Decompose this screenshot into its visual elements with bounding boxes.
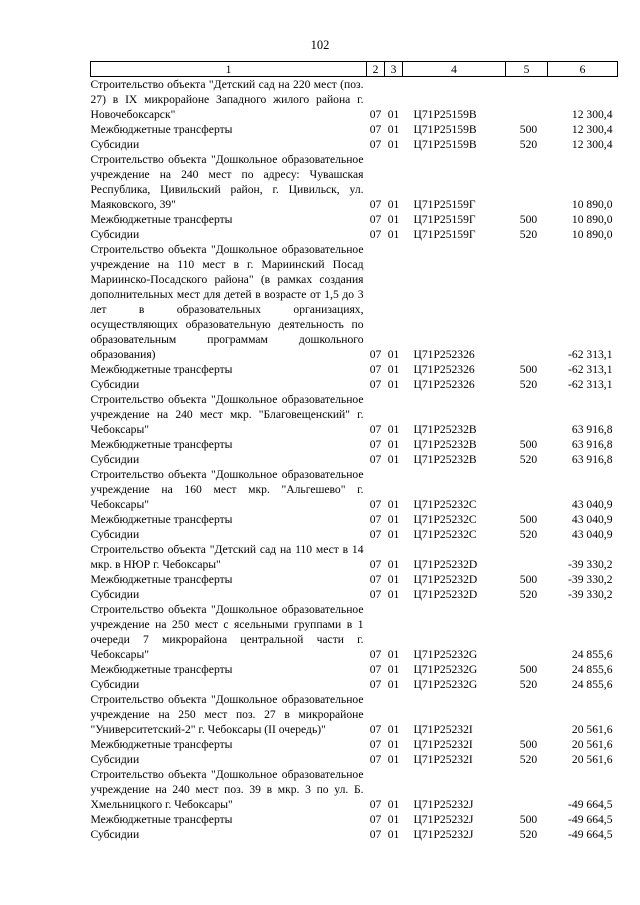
cell-subsection: 01 (387, 663, 400, 676)
page-number: 102 (310, 38, 330, 52)
header-col-name: 1 (91, 62, 367, 77)
cell-subsection: 01 (387, 528, 400, 541)
cell-name: Строительство объекта "Детский сад на 220 мест (поз. 27) в IX микрорайоне Западного жилого района г. Новочебоксарск" (90, 78, 364, 121)
cell-section: 07 (369, 558, 382, 571)
cell-name: Строительство объекта "Дошкольное образовательное учреждение на 160 мест мкр. "Альгешево" г. Чебоксары" (90, 468, 364, 511)
cell-subsection: 01 (387, 378, 400, 391)
cell-target-article: Ц71Р25232I (413, 723, 473, 736)
cell-section: 07 (369, 753, 382, 766)
cell-subsection: 01 (387, 798, 400, 811)
cell-amount: 12 300,4 (571, 108, 613, 121)
cell-target-article: Ц71Р25232D (413, 588, 478, 601)
header-col-target-article: 4 (403, 62, 506, 77)
table-row (91, 467, 618, 512)
cell-amount: -39 330,2 (568, 558, 613, 571)
cell-amount: -39 330,2 (568, 588, 613, 601)
cell-name: Субсидии (90, 138, 140, 151)
cell-amount: 24 855,6 (571, 663, 613, 676)
table-row (91, 737, 618, 752)
cell-section: 07 (369, 213, 382, 226)
cell-expense-type: 520 (519, 138, 538, 151)
cell-subsection: 01 (387, 513, 400, 526)
table-row (91, 827, 618, 842)
cell-subsection: 01 (387, 348, 400, 361)
table-row (91, 122, 618, 137)
cell-amount: -62 313,1 (568, 363, 613, 376)
cell-name: Субсидии (90, 678, 140, 691)
cell-name: Субсидии (90, 528, 140, 541)
cell-target-article: Ц71Р25232J (413, 798, 474, 811)
cell-amount: 63 916,8 (571, 438, 613, 451)
cell-target-article: Ц71Р25232G (413, 678, 478, 691)
cell-section: 07 (369, 828, 382, 841)
header-col-subsection: 3 (385, 62, 403, 77)
cell-amount: 43 040,9 (571, 513, 613, 526)
cell-section: 07 (369, 573, 382, 586)
cell-amount: 63 916,8 (571, 453, 613, 466)
cell-target-article: Ц71Р25159Г (413, 198, 476, 211)
cell-target-article: Ц71Р25232В (413, 423, 477, 436)
table-row (91, 587, 618, 602)
table-row (91, 527, 618, 542)
table-row (91, 572, 618, 587)
cell-expense-type (506, 692, 548, 737)
cell-target-article: Ц71Р25159В (413, 108, 477, 121)
cell-subsection: 01 (387, 228, 400, 241)
cell-target-article: Ц71Р252326 (413, 378, 475, 391)
cell-expense-type (506, 242, 548, 362)
table-row (91, 767, 618, 812)
cell-expense-type: 520 (519, 378, 538, 391)
cell-section: 07 (369, 498, 382, 511)
cell-subsection: 01 (387, 828, 400, 841)
cell-section: 07 (369, 348, 382, 361)
cell-name: Строительство объекта "Дошкольное образовательное учреждение на 250 мест поз. 27 в микрорайоне "Университетский-2" г. Чебоксары (II очередь)" (90, 693, 364, 736)
cell-target-article: Ц71Р25232G (413, 648, 478, 661)
cell-subsection: 01 (387, 453, 400, 466)
cell-name: Субсидии (90, 828, 140, 841)
cell-expense-type (506, 152, 548, 212)
cell-expense-type: 500 (519, 363, 538, 376)
budget-table (90, 61, 618, 842)
cell-expense-type (506, 767, 548, 812)
table-row (91, 542, 618, 572)
table-row (91, 512, 618, 527)
table-row (91, 377, 618, 392)
cell-expense-type (506, 542, 548, 572)
cell-subsection: 01 (387, 138, 400, 151)
cell-section: 07 (369, 588, 382, 601)
table-row (91, 812, 618, 827)
cell-section: 07 (369, 378, 382, 391)
table-header-row (91, 62, 618, 77)
cell-subsection: 01 (387, 813, 400, 826)
cell-name: Строительство объекта "Дошкольное образовательное учреждение на 240 мест мкр. "Благовещенский" г. Чебоксары" (90, 393, 364, 436)
cell-target-article: Ц71Р25232В (413, 453, 477, 466)
cell-target-article: Ц71Р252326 (413, 363, 475, 376)
cell-name: Строительство объекта "Дошкольное образовательное учреждение на 240 мест поз. 39 в мкр. 3 по ул. Б. Хмельницкого г. Чебоксары" (90, 768, 364, 811)
cell-section: 07 (369, 663, 382, 676)
cell-expense-type: 520 (519, 678, 538, 691)
cell-expense-type (506, 467, 548, 512)
cell-section: 07 (369, 108, 382, 121)
cell-name: Строительство объекта "Дошкольное образовательное учреждение на 250 мест с ясельными группами в 1 очереди 7 микрорайона центральной части г. Чебоксары" (90, 603, 364, 661)
cell-target-article: Ц71Р25232С (413, 528, 477, 541)
header-col-section: 2 (367, 62, 385, 77)
cell-amount: 20 561,6 (571, 753, 613, 766)
cell-expense-type: 520 (519, 228, 538, 241)
cell-section: 07 (369, 678, 382, 691)
cell-target-article: Ц71Р25232В (413, 438, 477, 451)
cell-section: 07 (369, 453, 382, 466)
cell-section: 07 (369, 528, 382, 541)
cell-subsection: 01 (387, 648, 400, 661)
cell-amount: 20 561,6 (571, 723, 613, 736)
cell-amount: 43 040,9 (571, 498, 613, 511)
cell-target-article: Ц71Р25232С (413, 513, 477, 526)
cell-section: 07 (369, 813, 382, 826)
cell-subsection: 01 (387, 573, 400, 586)
cell-amount: 24 855,6 (571, 648, 613, 661)
table-row (91, 677, 618, 692)
cell-target-article: Ц71Р25232G (413, 663, 478, 676)
table-body (91, 77, 618, 843)
cell-target-article: Ц71Р252326 (413, 348, 475, 361)
cell-subsection: 01 (387, 363, 400, 376)
cell-subsection: 01 (387, 198, 400, 211)
cell-name: Межбюджетные трансферты (90, 123, 233, 136)
cell-amount: 43 040,9 (571, 528, 613, 541)
table-row (91, 452, 618, 467)
cell-target-article: Ц71Р25232J (413, 828, 474, 841)
cell-name: Межбюджетные трансферты (90, 738, 233, 751)
cell-amount: -49 664,5 (568, 828, 613, 841)
cell-section: 07 (369, 738, 382, 751)
cell-section: 07 (369, 138, 382, 151)
table-row (91, 362, 618, 377)
cell-name: Строительство объекта "Дошкольное образовательное учреждение на 240 мест по адресу: Чувашская Республика, Цивильский район, г. Цивильск, ул. Маяковского, 39" (90, 153, 364, 211)
cell-expense-type: 520 (519, 588, 538, 601)
cell-subsection: 01 (387, 438, 400, 451)
cell-name: Субсидии (90, 378, 140, 391)
table-row (91, 137, 618, 152)
table-row (91, 227, 618, 242)
cell-expense-type: 500 (519, 738, 538, 751)
table-row (91, 692, 618, 737)
cell-section: 07 (369, 123, 382, 136)
cell-expense-type: 500 (519, 573, 538, 586)
cell-name: Межбюджетные трансферты (90, 363, 233, 376)
cell-target-article: Ц71Р25232С (413, 498, 477, 511)
cell-section: 07 (369, 363, 382, 376)
cell-name: Межбюджетные трансферты (90, 573, 233, 586)
table-row (91, 212, 618, 227)
cell-name: Субсидии (90, 453, 140, 466)
cell-amount: 12 300,4 (571, 123, 613, 136)
cell-subsection: 01 (387, 558, 400, 571)
cell-expense-type: 500 (519, 438, 538, 451)
cell-subsection: 01 (387, 123, 400, 136)
table-row (91, 392, 618, 437)
cell-section: 07 (369, 513, 382, 526)
cell-name: Межбюджетные трансферты (90, 813, 233, 826)
cell-section: 07 (369, 198, 382, 211)
cell-amount: -62 313,1 (568, 348, 613, 361)
cell-section: 07 (369, 798, 382, 811)
cell-name: Межбюджетные трансферты (90, 513, 233, 526)
cell-subsection: 01 (387, 423, 400, 436)
cell-amount: -62 313,1 (568, 378, 613, 391)
cell-amount: -49 664,5 (568, 813, 613, 826)
cell-name: Строительство объекта "Детский сад на 110 мест в 14 мкр. в НЮР г. Чебоксары" (90, 543, 364, 571)
cell-target-article: Ц71Р25232I (413, 753, 473, 766)
cell-target-article: Ц71Р25159Г (413, 213, 476, 226)
cell-amount: -39 330,2 (568, 573, 613, 586)
cell-amount: 63 916,8 (571, 423, 613, 436)
cell-amount: -49 664,5 (568, 798, 613, 811)
cell-expense-type: 520 (519, 753, 538, 766)
cell-amount: 10 890,0 (571, 213, 613, 226)
table-row (91, 437, 618, 452)
cell-amount: 10 890,0 (571, 198, 613, 211)
cell-expense-type (506, 77, 548, 123)
cell-expense-type (506, 392, 548, 437)
cell-section: 07 (369, 423, 382, 436)
cell-amount: 10 890,0 (571, 228, 613, 241)
table-row (91, 242, 618, 362)
cell-name: Межбюджетные трансферты (90, 213, 233, 226)
cell-target-article: Ц71Р25232J (413, 813, 474, 826)
cell-expense-type: 500 (519, 663, 538, 676)
cell-expense-type: 500 (519, 213, 538, 226)
cell-target-article: Ц71Р25159В (413, 138, 477, 151)
cell-section: 07 (369, 228, 382, 241)
cell-expense-type: 500 (519, 813, 538, 826)
cell-expense-type: 520 (519, 453, 538, 466)
cell-target-article: Ц71Р25232I (413, 738, 473, 751)
cell-subsection: 01 (387, 753, 400, 766)
cell-expense-type: 500 (519, 513, 538, 526)
cell-expense-type: 520 (519, 528, 538, 541)
table-row (91, 602, 618, 662)
table-row (91, 662, 618, 677)
cell-amount: 20 561,6 (571, 738, 613, 751)
cell-section: 07 (369, 438, 382, 451)
header-col-expense-type: 5 (506, 62, 548, 77)
cell-expense-type: 520 (519, 828, 538, 841)
cell-name: Субсидии (90, 753, 140, 766)
table-row (91, 752, 618, 767)
cell-target-article: Ц71Р25232D (413, 573, 478, 586)
cell-section: 07 (369, 723, 382, 736)
cell-name: Межбюджетные трансферты (90, 663, 233, 676)
cell-expense-type (506, 602, 548, 662)
cell-subsection: 01 (387, 108, 400, 121)
table-row (91, 77, 618, 123)
cell-subsection: 01 (387, 588, 400, 601)
cell-subsection: 01 (387, 213, 400, 226)
cell-name: Межбюджетные трансферты (90, 438, 233, 451)
cell-amount: 12 300,4 (571, 138, 613, 151)
cell-subsection: 01 (387, 723, 400, 736)
cell-name: Субсидии (90, 588, 140, 601)
cell-expense-type: 500 (519, 123, 538, 136)
cell-section: 07 (369, 648, 382, 661)
header-col-amount: 6 (548, 62, 618, 77)
cell-target-article: Ц71Р25159Г (413, 228, 476, 241)
table-row (91, 152, 618, 212)
cell-subsection: 01 (387, 498, 400, 511)
cell-target-article: Ц71Р25159В (413, 123, 477, 136)
cell-subsection: 01 (387, 738, 400, 751)
cell-target-article: Ц71Р25232D (413, 558, 478, 571)
cell-name: Строительство объекта "Дошкольное образовательное учреждение на 110 мест в г. Мариинский Посад Мариинско-Посадского района" (в рамках создания дополнительных мест для детей в возрасте от 1,5 до 3 лет в образовательных организациях, осуществляющих образовательную деятельность по образовательным программам дошкольного образования) (90, 243, 364, 361)
cell-subsection: 01 (387, 678, 400, 691)
cell-name: Субсидии (90, 228, 140, 241)
cell-amount: 24 855,6 (571, 678, 613, 691)
